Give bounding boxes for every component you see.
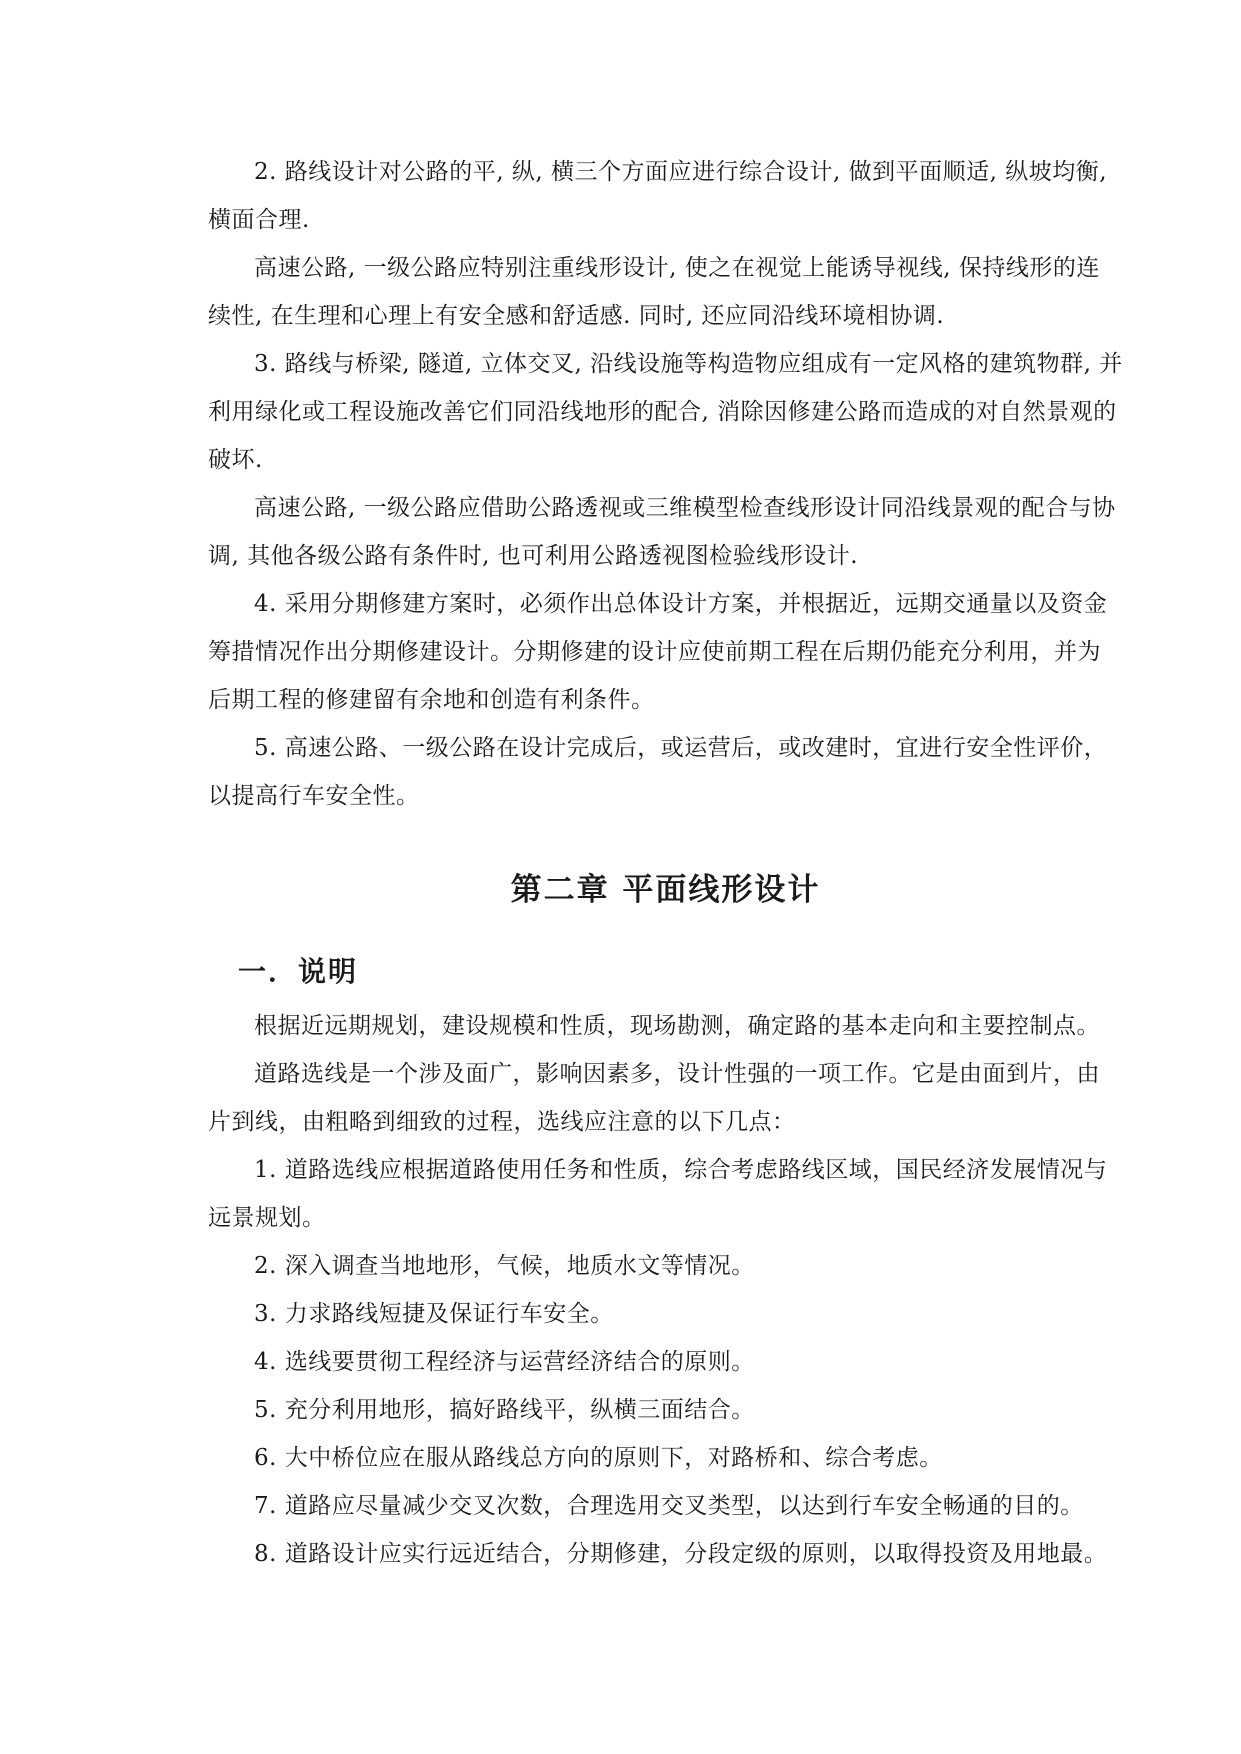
list-item-point-2: 2. 深入调查当地地形，气候，地质水文等情况。 xyxy=(254,1253,755,1279)
paragraph-perspective-check: 高速公路, 一级公路应借助公路透视或三维模型检查线形设计同沿线景观的配合与协调, 其他各级公路有条件时, 也可利用公路透视图检验线形设计. xyxy=(208,495,1116,569)
document-page xyxy=(208,148,1123,1578)
paragraph-highway-alignment: 高速公路, 一级公路应特别注重线形设计, 使之在视觉上能诱导视线, 保持线形的连续性, 在生理和心理上有安全感和舒适感. 同时, 还应同沿线环境相协调. xyxy=(208,255,1100,329)
paragraph-staged-construction: 4. 采用分期修建方案时，必须作出总体设计方案，并根据近，远期交通量以及资金筹措情况作出分期修建设计。分期修建的设计应使前期工程在后期仍能充分利用，并为后期工程的修建留有余地和创造有利条件。 xyxy=(208,591,1108,713)
list-item-point-3: 3. 力求路线短捷及保证行车安全。 xyxy=(254,1301,614,1327)
section-heading-explanation: 一．说明 xyxy=(238,955,359,988)
list-item-point-1: 1. 道路选线应根据道路使用任务和性质，综合考虑路线区域，国民经济发展情况与远景规划。 xyxy=(208,1157,1108,1231)
list-item-point-5: 5. 充分利用地形，搞好路线平，纵横三面结合。 xyxy=(254,1397,755,1423)
paragraph-safety-evaluation: 5. 高速公路、一级公路在设计完成后，或运营后，或改建时，宜进行安全性评价，以提高行车安全性。 xyxy=(208,735,1108,809)
list-item-point-6: 6. 大中桥位应在服从路线总方向的原则下，对路桥和、综合考虑。 xyxy=(254,1445,943,1471)
paragraph-route-design-integration: 2. 路线设计对公路的平, 纵, 横三个方面应进行综合设计, 做到平面顺适, 纵坡均衡, 横面合理. xyxy=(208,159,1108,233)
paragraph-route-selection-intro: 道路选线是一个涉及面广，影响因素多，设计性强的一项工作。它是由面到片，由片到线，由粗略到细致的过程，选线应注意的以下几点： xyxy=(208,1061,1100,1135)
list-item-point-7: 7. 道路应尽量减少交叉次数，合理选用交叉类型，以达到行车安全畅通的目的。 xyxy=(254,1493,1084,1519)
list-item-point-4: 4. 选线要贯彻工程经济与运营经济结合的原则。 xyxy=(254,1349,755,1375)
chapter-title: 第二章 平面线形设计 xyxy=(510,872,821,908)
paragraph-structures-landscape: 3. 路线与桥梁, 隧道, 立体交叉, 沿线设施等构造物应组成有一定风格的建筑物群, 并利用绿化或工程设施改善它们同沿线地形的配合, 消除因修建公路而造成的对自然景观的破坏. xyxy=(208,351,1123,473)
paragraph-planning-basis: 根据近远期规划，建设规模和性质，现场勘测，确定路的基本走向和主要控制点。 xyxy=(254,1013,1100,1039)
list-item-point-8: 8. 道路设计应实行远近结合，分期修建，分段定级的原则，以取得投资及用地最。 xyxy=(254,1541,1108,1567)
